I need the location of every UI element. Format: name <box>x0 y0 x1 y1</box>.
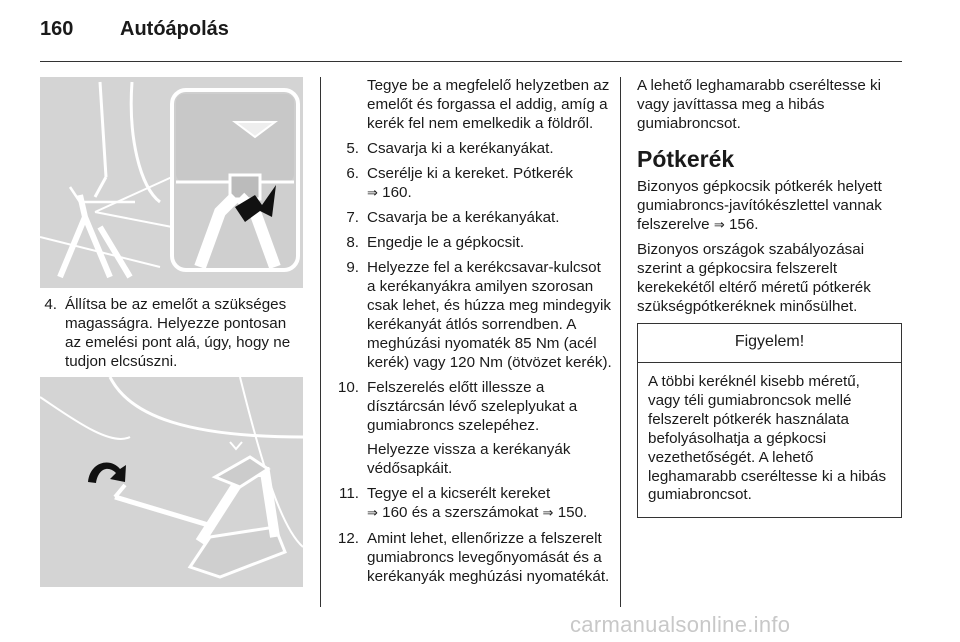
jack-crank-illustration <box>40 377 303 587</box>
right-column <box>637 77 902 518</box>
step-9: 9. Helyezze fel a kerékcsavar-kulcsot a kerékanyákra amilyen szorosan csak lehet, és húzza meg mindegyik kerékanyát átlós sorrendben. A meghúzási nyomaték 85 Nm (acél kerék) vagy 120 Nm (ötvözet kerék). <box>346 259 612 371</box>
notice-title: Figyelem! <box>638 324 901 363</box>
step-4 <box>40 296 305 372</box>
page-ref-link[interactable]: 160 és a szerszámokat <box>382 504 539 522</box>
header-divider <box>40 61 902 62</box>
page-header <box>40 18 229 48</box>
column-divider-1 <box>320 77 321 607</box>
step-10-extra: Helyezze vissza a kerékanyák védősapkáit. <box>367 441 571 478</box>
page-ref-icon[interactable]: ⇒ <box>713 217 725 233</box>
step-12: 12. Amint lehet, ellenőrizze a felszerelt gumiabroncs levegőnyomását és a kerékanyák meghúzási nyomatékát. <box>337 530 610 585</box>
step-6: 6. Cserélje ki a kereket. Pótkerék ⇒ 160. <box>346 164 573 201</box>
step-10: 10. Felszerelés előtt illessze a dísztárcsán lévő szeleplyukat a gumiabroncs szelepéhez. <box>337 378 578 434</box>
step-number: 4. <box>44 296 57 313</box>
jack-lifting-point-illustration <box>40 77 303 288</box>
intro-paragraph: Tegye be a megfelelő helyzetben az emelőt és forgassa el addig, amíg a kerék fel nem emelkedik a földről. <box>367 77 610 132</box>
step-7: 7. Csavarja be a kerékanyákat. <box>346 209 560 227</box>
page-ref-icon[interactable]: ⇒ <box>542 506 554 522</box>
page-ref-icon[interactable]: ⇒ <box>367 185 378 201</box>
watermark: carmanualsonline.info <box>570 612 791 637</box>
paragraph-1: Bizonyos gépkocsik pótkerék helyett gumiabroncs-javítókészlettel vannak felszerelve ⇒ 156. <box>637 177 882 233</box>
page-number: 160 <box>40 18 74 40</box>
middle-column <box>322 77 612 593</box>
step-8: 8. Engedje le a gépkocsit. <box>346 234 525 252</box>
page-ref-link[interactable]: 150. <box>557 504 588 522</box>
section-title: Pótkerék <box>637 145 735 172</box>
column-divider-2 <box>620 77 621 607</box>
left-column <box>40 296 305 378</box>
notice-body: A többi keréknél kisebb méretű, vagy téli gumiabroncsok mellé felszerelt pótkerék használata befolyásolhatja a gépkocsi vezethetőségét. A lehető leghamarabb cseréltesse ki a hibás gumiabroncsot. <box>648 372 887 504</box>
paragraph-2: Bizonyos országok szabályozásai szerint a gépkocsira felszerelt kerekekétől eltérő méretű pótkerék szükségpótkeréknek minősülhet. <box>637 241 871 316</box>
notice-box <box>637 323 902 518</box>
step-5: 5. Csavarja ki a kerékanyákat. <box>346 139 554 157</box>
intro-paragraph: A lehető leghamarabb cseréltesse ki vagy javíttassa meg a hibás gumiabroncsot. <box>637 77 881 132</box>
page-ref-icon[interactable]: ⇒ <box>367 506 378 522</box>
page-ref-link[interactable]: 160. <box>382 183 412 201</box>
step-text: Állítsa be az emelőt a szükséges magasságra. Helyezze pontosan az emelési pont alá, úgy, hogy ne tudjon elcsúszni. <box>65 296 291 370</box>
page-ref-link[interactable]: 156. <box>728 215 759 233</box>
chapter-title: Autóápolás <box>120 18 229 40</box>
step-11: 11. Tegye el a kicserélt kereket ⇒ 160 és a szerszámokat ⇒ 150. <box>339 485 588 522</box>
